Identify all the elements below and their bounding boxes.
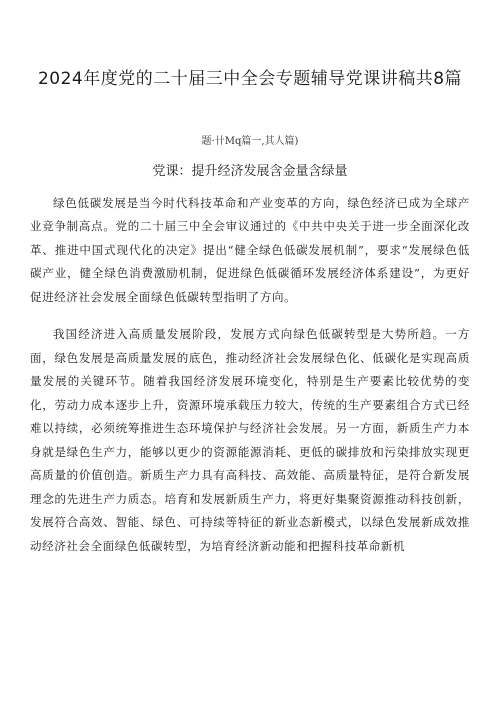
document-title: 2024年度党的二十届三中全会专题辅导党课讲稿共8篇 bbox=[37, 69, 463, 89]
subtitle-note: 题·卄Mq篇一,其人篇) bbox=[201, 136, 299, 147]
paragraph: 我国经济进入高质量发展阶段，发展方式向绿色低碳转型是大势所趋。一方面，绿色发展是高质量发展的底色，推动经济社会发展绿色化、低碳化是实现高质量发展的关键环节。随着我国经济发展环境变化，特别是生产要素比较优势的变化，劳动力成本逐步上升，资源环境承载压力较大，传统的生产要素组合方式已经难以持续，必须统筹推进生态环境保护与经济社会发展。另一方面，新质生产力本身就是绿色生产力，能够以更少的资源能源消耗、更低的碳排放和污染排放实现更高质量的价值创造。新质生产力具有高科技、高效能、高质量特征，是符合新发展理念的先进生产力质态。培育和发展新质生产力，将更好集聚资源推动科技创新，发展符合高效、智能、绿色、可持续等特征的新业态新模式，以绿色发展新成效推动经济社会全面绿色低碳转型，为培育经济新动能和把握科技革命新机 bbox=[30, 327, 470, 553]
section-heading: 党课：提升经济发展含金量含绿量 bbox=[152, 164, 348, 179]
paragraph: 绿色低碳发展是当今时代科技革命和产业变革的方向，绿色经济已成为全球产业竞争制高点。党的二十届三中全会审议通过的《中共中央关于进一步全面深化改革、推进中国式现代化的决定》提出“健全绿色低碳发展机制”，要求“发展绿色低碳产业，健全绿色消费激励机制，促进绿色低碳循环发展经济体系建设”，为更好促进经济社会发展全面绿色低碳转型指明了方向。 bbox=[30, 195, 470, 304]
document-body bbox=[30, 192, 470, 559]
